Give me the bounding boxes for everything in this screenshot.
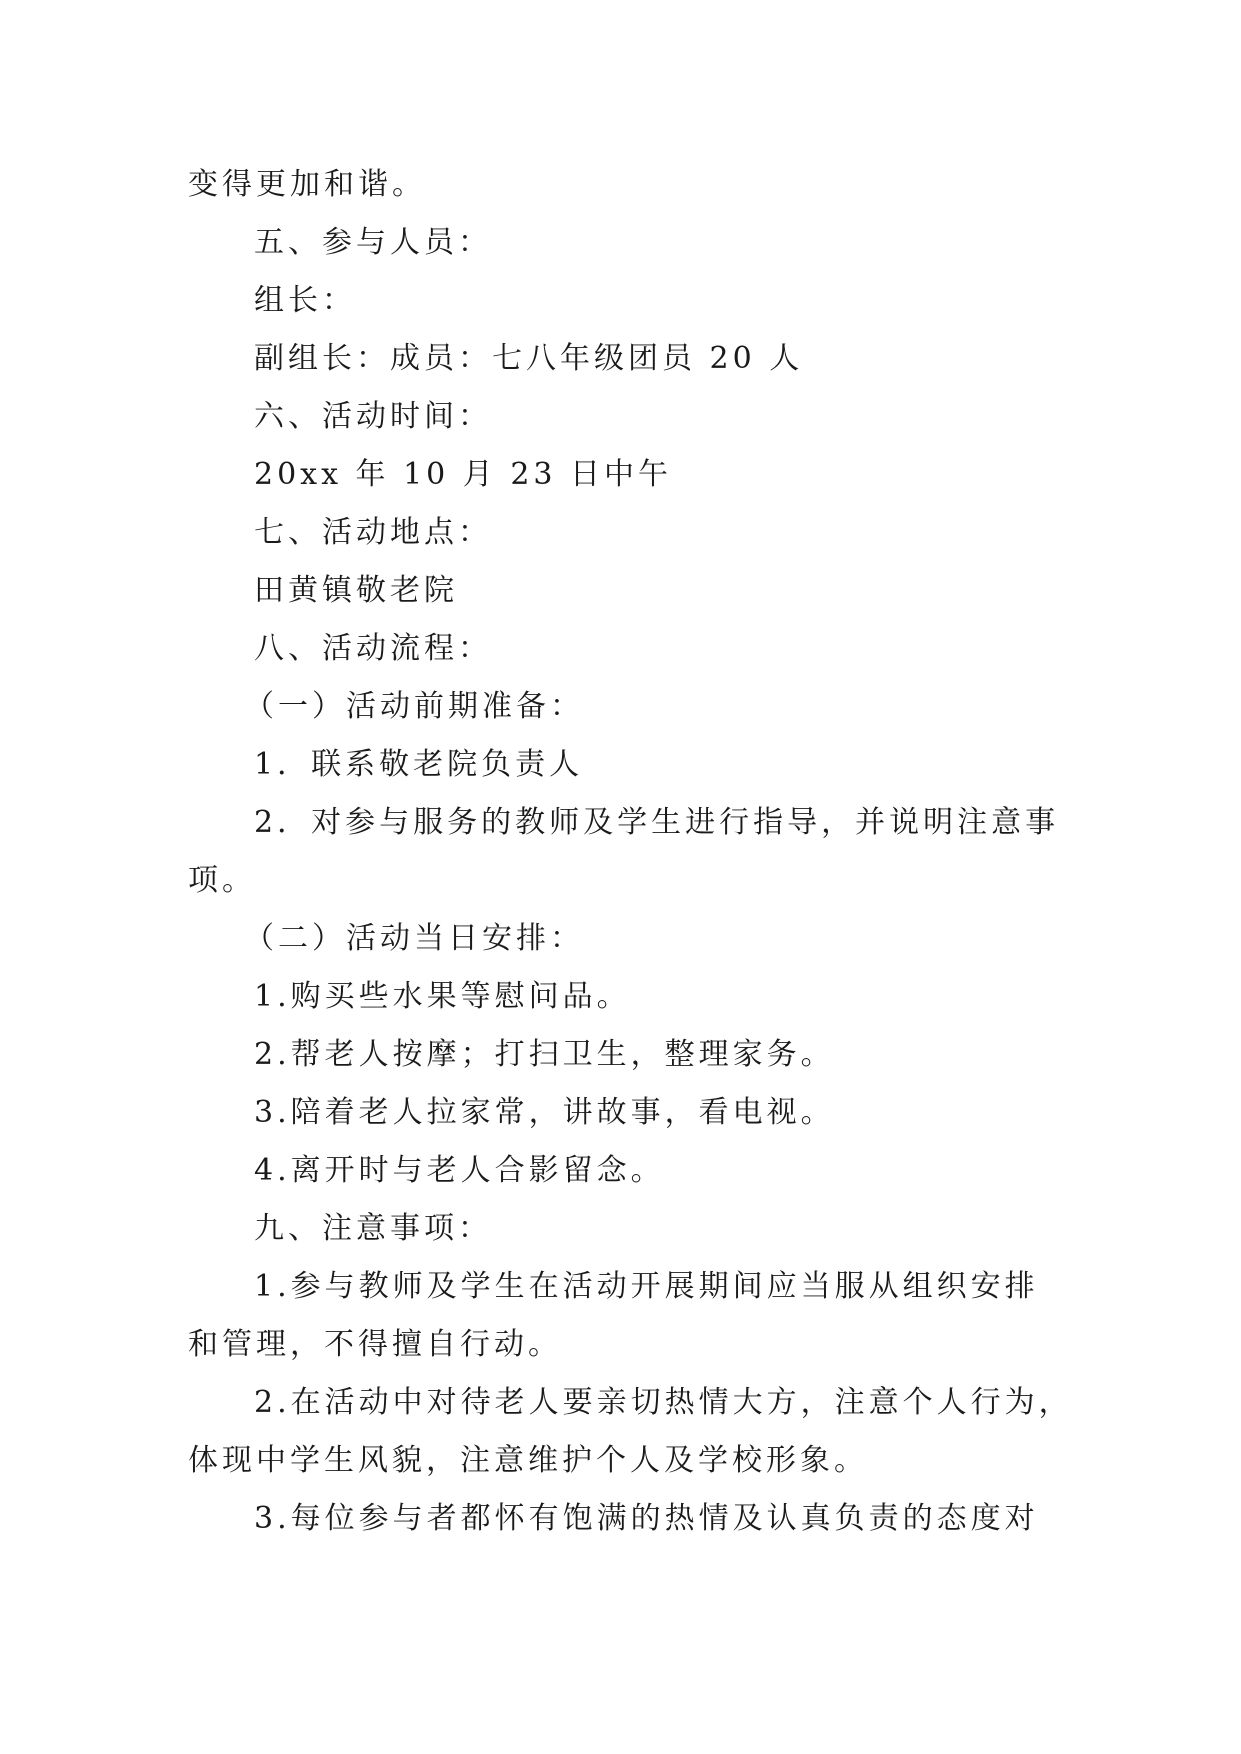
list-item: 1．联系敬老院负责人	[254, 747, 584, 782]
list-item: 1.购买些水果等慰问品。	[254, 979, 631, 1014]
list-item: 1.参与教师及学生在活动开展期间应当服从组织安排	[254, 1269, 1039, 1304]
section-heading: 八、活动流程：	[254, 631, 492, 666]
subsection-heading: （二）活动当日安排：	[244, 921, 584, 956]
list-item: 3.陪着老人拉家常，讲故事，看电视。	[254, 1095, 835, 1130]
section-heading: 九、注意事项：	[254, 1211, 492, 1246]
text-line: 项。	[188, 863, 256, 898]
text-line: 变得更加和谐。	[188, 167, 426, 202]
list-item: 4.离开时与老人合影留念。	[254, 1153, 665, 1188]
list-item: 2．对参与服务的教师及学生进行指导，并说明注意事	[254, 805, 1060, 840]
list-item: 3.每位参与者都怀有饱满的热情及认真负责的态度对	[254, 1501, 1039, 1536]
section-heading: 七、活动地点：	[254, 515, 492, 550]
text-line: 体现中学生风貌，注意维护个人及学校形象。	[188, 1443, 868, 1478]
section-heading: 六、活动时间：	[254, 399, 492, 434]
text-line: 田黄镇敬老院	[254, 573, 458, 608]
subsection-heading: （一）活动前期准备：	[244, 689, 584, 724]
text-line: 20xx 年 10 月 23 日中午	[254, 457, 673, 492]
text-line: 组长：	[254, 283, 356, 318]
list-item: 2.在活动中对待老人要亲切热情大方，注意个人行为，	[254, 1385, 1073, 1420]
list-item: 2.帮老人按摩；打扫卫生，整理家务。	[254, 1037, 835, 1072]
text-line: 和管理，不得擅自行动。	[188, 1327, 562, 1362]
section-heading: 五、参与人员：	[254, 225, 492, 260]
text-line: 副组长：成员：七八年级团员 20 人	[254, 341, 804, 376]
